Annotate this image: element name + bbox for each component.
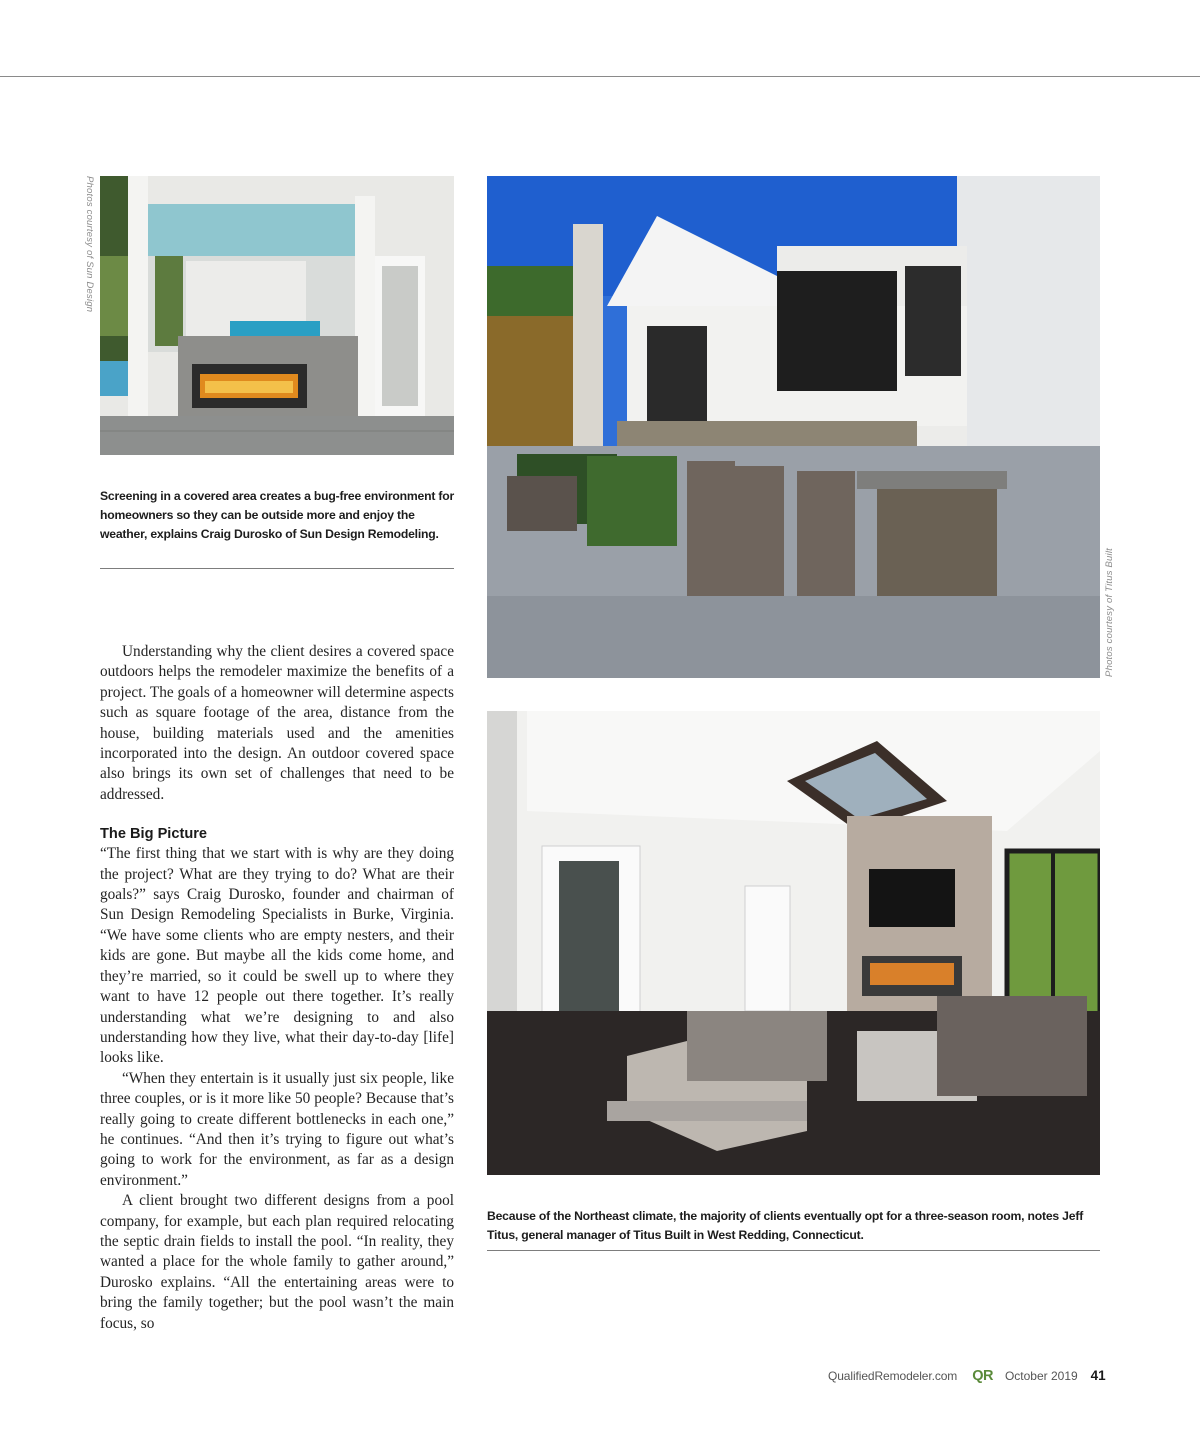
article-body [100, 642, 454, 1334]
page-footer [828, 1368, 1108, 1388]
photo-credit-titus-built: Photos courtesy of Titus Built [1104, 548, 1115, 677]
caption-rule [100, 568, 454, 569]
article-intro: Understanding why the client desires a covered space outdoors helps the remodeler maximize the benefits of a project. The goals of a homeowner will determine aspects such as square footage of the area, distance from the house, building materials used and the amenities incorporated into the design. An outdoor covered space also brings its own set of challenges that need to be addressed. [100, 643, 454, 803]
caption-rule [487, 1250, 1100, 1251]
page-number: 41 [1090, 1368, 1106, 1383]
caption-screened-room: Screening in a covered area creates a bug-free environment for homeowners so they can be outside more and enjoy the weather, explains Craig Durosko of Sun Design Remodeling. [100, 489, 455, 541]
footer-website: QualifiedRemodeler.com [828, 1369, 958, 1383]
article-paragraph: “The first thing that we start with is why are they doing the project? What are they trying to do? What are their goals?” says Craig Durosko, founder and chairman of Sun Design Remodeling Specialists in Burke, Virginia. “We have some clients who are empty nesters, and their kids are gone. But maybe all the kids come home, and they’re married, so it could be swell up to where they want to have 12 people out there together. It’s really understanding what we’re designing to and also understanding how they live, what their day-to-day [life] looks like. [100, 845, 454, 1067]
photo-credit-sun-design: Photos courtesy of Sun Design [84, 176, 95, 313]
photo-screened-porch [100, 176, 454, 455]
photo-house-patio [487, 176, 1100, 678]
photo-three-season-room [487, 711, 1100, 1175]
caption-three-season-room: Because of the Northeast climate, the majority of clients eventually opt for a three-season room, notes Jeff Titus, general manager of Titus Built in West Redding, Connecticut. [487, 1209, 1084, 1242]
article-subhead: The Big Picture [100, 826, 208, 843]
qr-logo: QR [972, 1368, 993, 1384]
header-rule [0, 76, 1200, 77]
article-paragraph: “When they entertain is it usually just six people, like three couples, or is it more like 50 people? Because that’s really going to create different bottlenecks in each one,” he continues. “And then it’s trying to figure out what’s going to work for the environment, as far as a design environment.” [100, 1069, 454, 1189]
article-paragraph: A client brought two different designs from a pool company, for example, but each plan required relocating the septic drain fields to install the pool. “In reality, they wanted a place for the whole family to gather around,” Durosko explains. “All the entertaining areas were to bring the family together; but the pool wasn’t the main focus, so [100, 1192, 454, 1332]
footer-issue-date: October 2019 [1004, 1369, 1078, 1383]
